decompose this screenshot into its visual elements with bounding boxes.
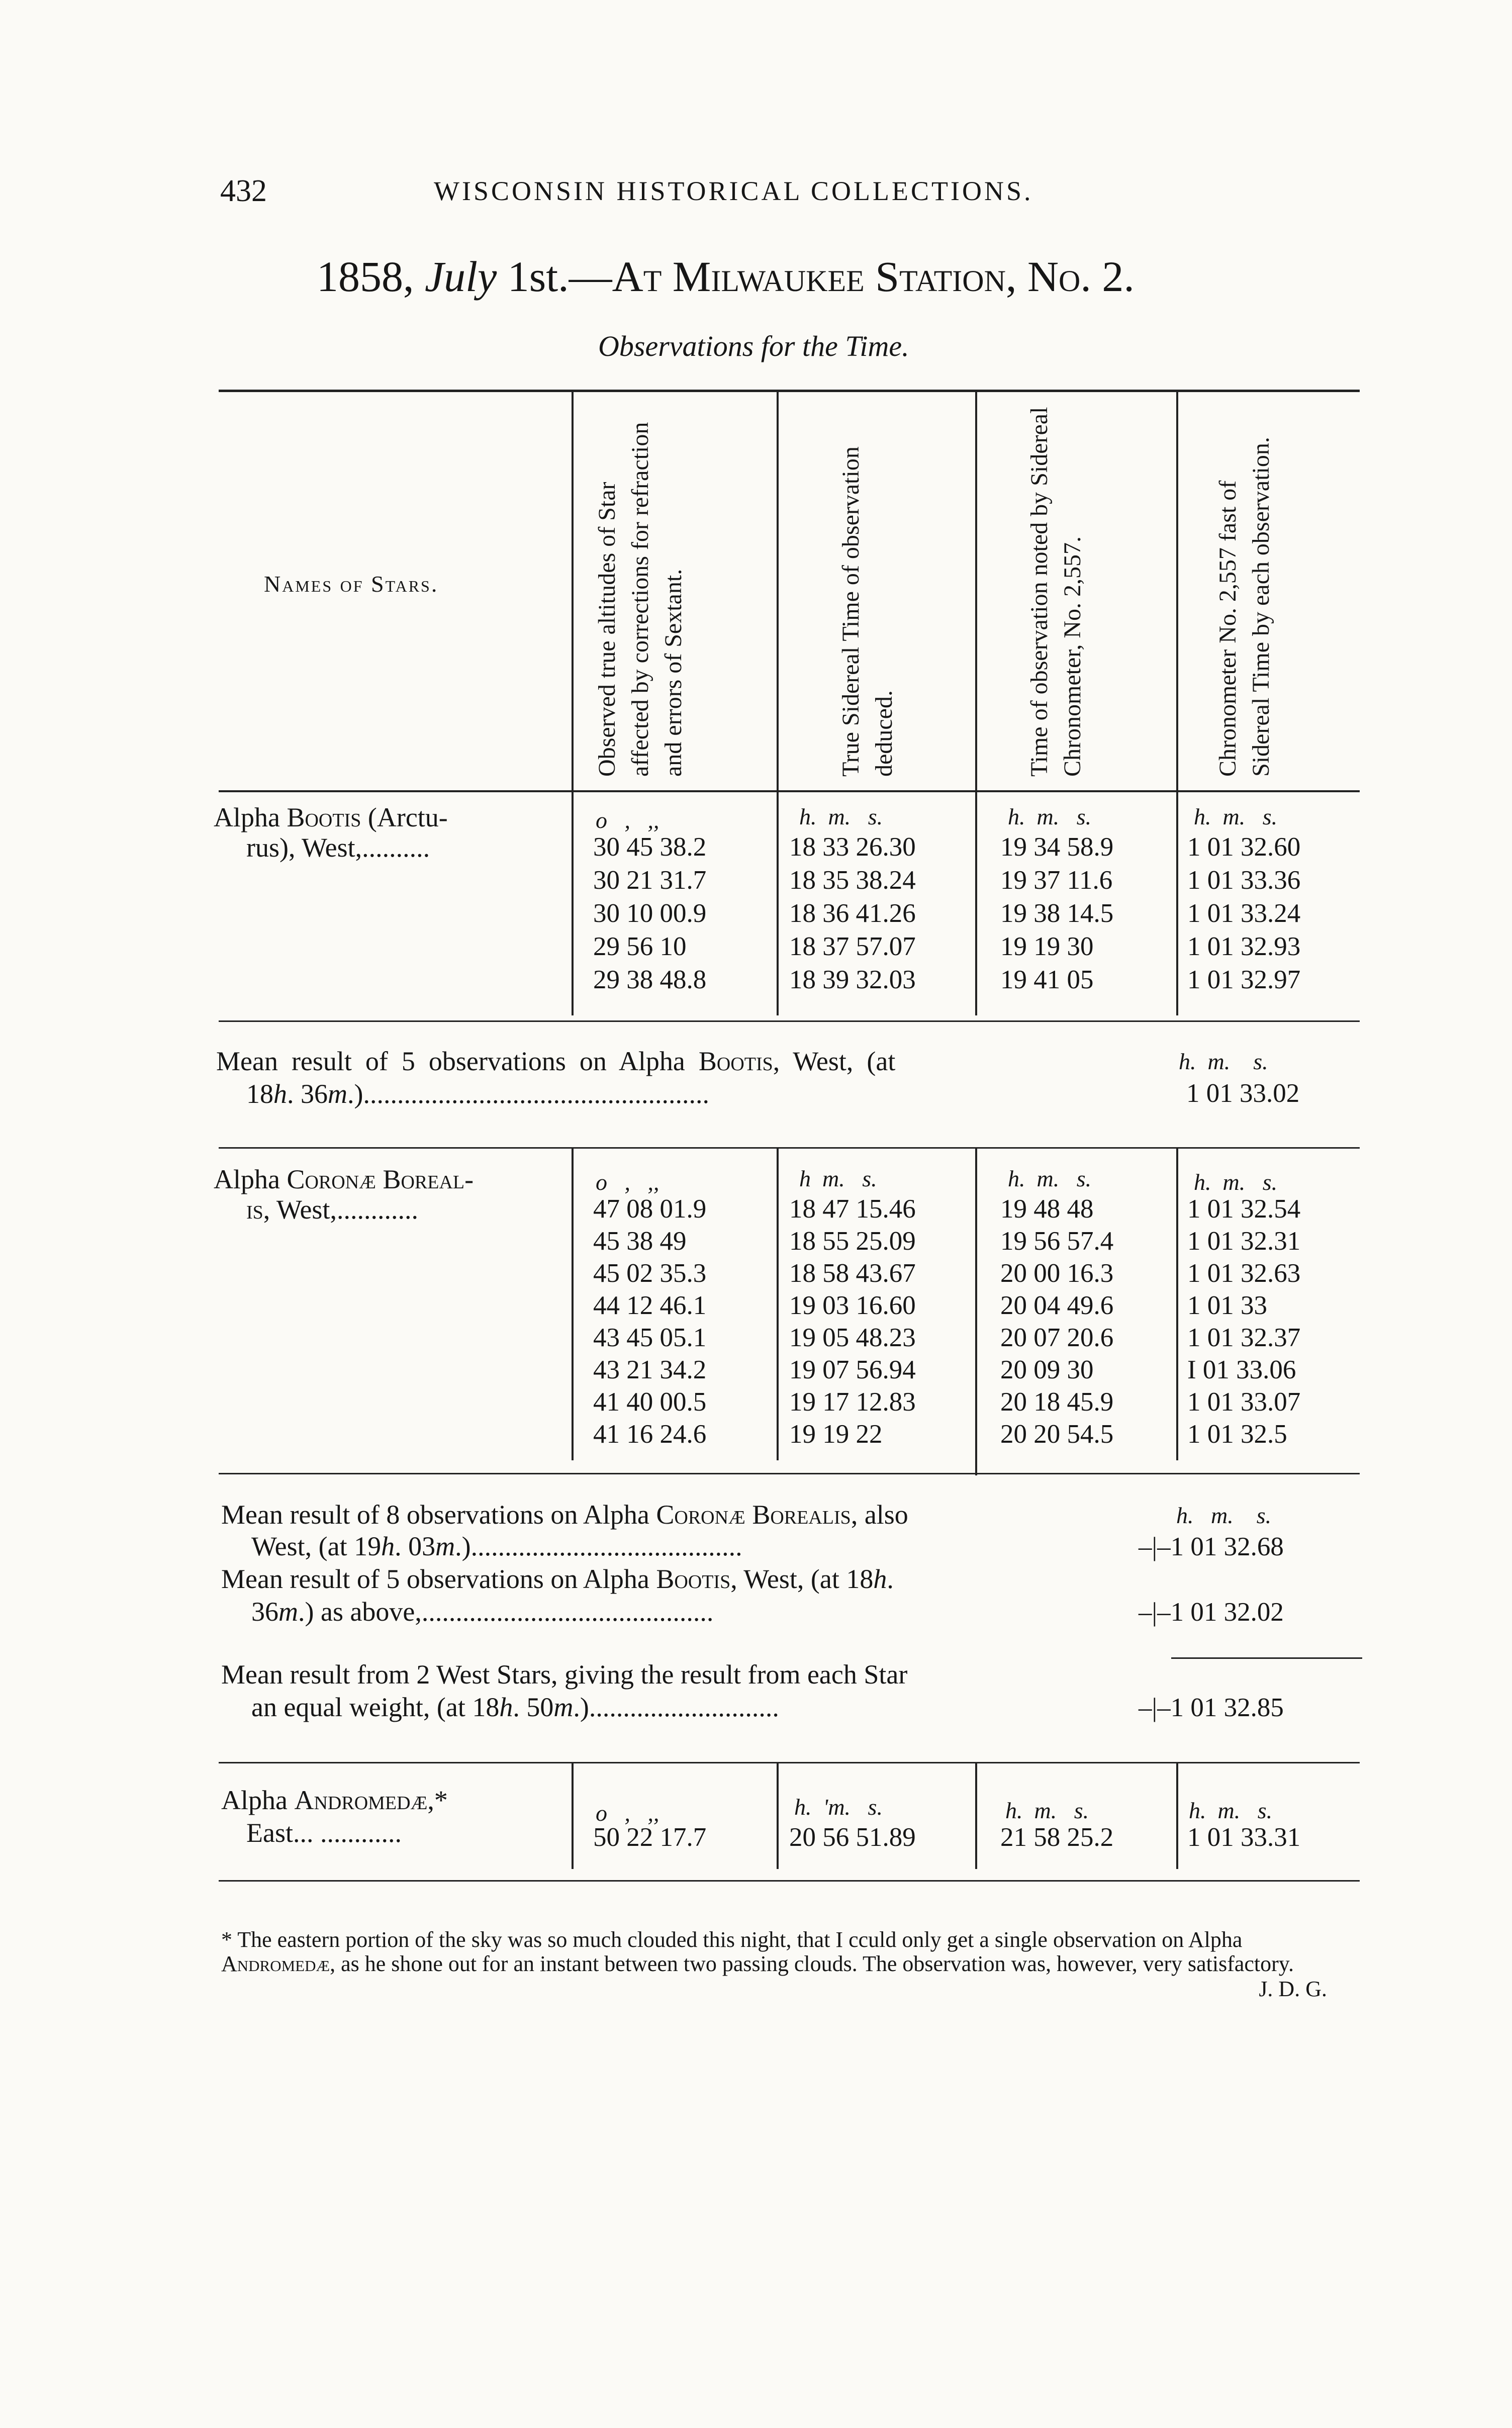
chronometer-value: 19 48 48 [1000, 1194, 1094, 1224]
table-top-rule [219, 390, 1360, 392]
column-header-sidereal: True Sidereal Time of observation deduced. [837, 446, 897, 777]
summary-line5: Mean result from 2 West Stars, giving the result from each Star [221, 1659, 908, 1690]
sidereal-value: 18 36 41.26 [789, 899, 916, 928]
block-rule [219, 1880, 1360, 1882]
hms-unit: h. m. s. [1005, 1798, 1089, 1823]
title-day: 1st. [507, 252, 569, 301]
mean-line2: 18h. 36m.)................................................... [246, 1079, 709, 1109]
sidereal-value: 18 33 26.30 [789, 832, 916, 862]
fast-value: 1 01 32.93 [1187, 932, 1301, 961]
sidereal-value: 18 55 25.09 [789, 1227, 916, 1256]
star-name-line1: Alpha Andromedæ,* [221, 1785, 448, 1815]
summary-line3: Mean result of 5 observations on Alpha Bootis, West, (at 18h. [221, 1564, 894, 1594]
title-month: July [425, 252, 497, 301]
title-date: 1858, [317, 252, 414, 301]
column-header-chronometer-time: Time of observation noted by Sidereal Chronometer, No. 2,557. [1026, 407, 1086, 777]
block-rule [219, 1473, 1360, 1474]
summary-line2: West, (at 19h. 03m.)........................................ [251, 1531, 742, 1561]
col-divider [1176, 1763, 1178, 1869]
summary-unit: h. m. s. [1176, 1503, 1272, 1528]
fast-value: 1 01 33.31 [1187, 1823, 1301, 1852]
fast-value: 1 01 33.24 [1187, 899, 1301, 928]
fast-value: 1 01 33.07 [1187, 1387, 1301, 1417]
sidereal-value: 19 05 48.23 [789, 1323, 916, 1352]
sidereal-value: 18 39 32.03 [789, 965, 916, 994]
fast-value: 1 01 32.37 [1187, 1323, 1301, 1352]
chronometer-value: 19 37 11.6 [1000, 866, 1113, 895]
hms-unit: h. m. s. [1008, 1166, 1092, 1191]
degree-unit: o , ,, [596, 807, 659, 833]
chronometer-value: 20 07 20.6 [1000, 1323, 1114, 1352]
footnote-signature: J. D. G. [1259, 1977, 1327, 2001]
hms-unit: h. m. s. [1189, 1798, 1273, 1823]
summary-value: –|–1 01 32.85 [1139, 1693, 1284, 1722]
sidereal-value: 18 47 15.46 [789, 1194, 916, 1224]
star-name-line2: rus), West,.......... [246, 832, 430, 863]
summary-value: –|–1 01 32.02 [1139, 1598, 1284, 1627]
altitude-value: 45 02 35.3 [593, 1259, 707, 1288]
page-header [220, 173, 1361, 214]
summary-line4: 36m.) as above,........................................... [251, 1597, 714, 1627]
sidereal-value: 19 17 12.83 [789, 1387, 916, 1417]
mean-line1: Mean result of 5 observations on Alpha Bootis, West, (at [216, 1046, 896, 1076]
chronometer-value: 19 19 30 [1000, 932, 1094, 961]
chronometer-value: 20 09 30 [1000, 1355, 1094, 1384]
hms-unit: h. m. s. [1194, 804, 1278, 829]
col-divider [1176, 392, 1178, 1015]
altitude-value: 30 45 38.2 [593, 832, 707, 862]
fast-value: 1 01 33.36 [1187, 866, 1301, 895]
fast-value: 1 01 32.97 [1187, 965, 1301, 994]
hms-unit: h m. s. [799, 1166, 877, 1191]
block-rule [219, 1762, 1360, 1763]
mean-unit: h. m. s. [1179, 1049, 1268, 1074]
degree-unit: o , ,, [596, 1169, 659, 1195]
title-station: —At Milwaukee Station, No. 2. [569, 252, 1135, 301]
chronometer-value: 19 34 58.9 [1000, 832, 1114, 862]
col-divider [975, 1149, 977, 1475]
col-divider [1176, 1149, 1178, 1460]
sidereal-value: 18 58 43.67 [789, 1259, 916, 1288]
column-header-chronometer-fast: Chronometer No. 2,557 fast of Sidereal Time by each observation. [1214, 437, 1274, 777]
chronometer-value: 20 18 45.9 [1000, 1387, 1114, 1417]
col-divider [572, 1763, 574, 1869]
sidereal-value: 19 07 56.94 [789, 1355, 916, 1384]
star-name-line2: is, West,............ [246, 1194, 418, 1225]
chronometer-value: 21 58 25.2 [1000, 1823, 1114, 1852]
altitude-value: 47 08 01.9 [593, 1194, 707, 1224]
footnote-text: * The eastern portion of the sky was so much clouded this night, that I cculd only get a single observation on Alpha Andromedæ, as he shone out for an instant between two passing clouds. The observation was, however, very satisfactory. [221, 1927, 1294, 1976]
hms-unit: h. m. s. [799, 804, 883, 829]
star-name-line2: East... ............ [246, 1818, 402, 1848]
summary-line1: Mean result of 8 observations on Alpha Coronæ Borealis, also [221, 1500, 908, 1530]
sidereal-value: 18 37 57.07 [789, 932, 916, 961]
col-divider [777, 1763, 779, 1869]
altitude-value: 30 10 00.9 [593, 899, 707, 928]
block-rule [219, 1020, 1360, 1022]
sidereal-value: 20 56 51.89 [789, 1823, 916, 1852]
summary-value: –|–1 01 32.68 [1139, 1532, 1284, 1561]
altitude-value: 41 40 00.5 [593, 1387, 707, 1417]
altitude-value: 43 21 34.2 [593, 1355, 707, 1384]
fast-value: 1 01 32.63 [1187, 1259, 1301, 1288]
altitude-value: 45 38 49 [593, 1227, 687, 1256]
fast-value: 1 01 32.60 [1187, 832, 1301, 862]
summary-line6: an equal weight, (at 18h. 50m.)............................ [251, 1692, 779, 1722]
subtitle: Observations for the Time. [598, 330, 909, 362]
altitude-value: 43 45 05.1 [593, 1323, 707, 1352]
chronometer-value: 19 41 05 [1000, 965, 1094, 994]
col-divider [975, 1763, 977, 1869]
col-divider [572, 392, 574, 1015]
altitude-value: 50 22 17.7 [593, 1823, 707, 1852]
running-head: WISCONSIN HISTORICAL COLLECTIONS. [434, 176, 1033, 206]
fast-value: I 01 33.06 [1187, 1355, 1296, 1384]
chronometer-value: 19 38 14.5 [1000, 899, 1114, 928]
page-title [317, 251, 1135, 302]
col-divider [777, 392, 779, 1015]
hms-unit: h. m. s. [1008, 804, 1092, 829]
star-name-line1: Alpha Bootis (Arctu- [214, 802, 448, 832]
column-header-altitudes: Observed true altitudes of Star affected by corrections for refraction and errors of Sextant. [594, 422, 687, 777]
col-divider [572, 1149, 574, 1460]
altitude-value: 41 16 24.6 [593, 1420, 707, 1449]
sidereal-value: 19 03 16.60 [789, 1291, 916, 1320]
fast-value: 1 01 33 [1187, 1291, 1267, 1320]
hms-unit: h. m. s. [1194, 1169, 1278, 1195]
altitude-value: 29 38 48.8 [593, 965, 707, 994]
degree-unit: o , ,, [596, 1800, 659, 1826]
chronometer-value: 19 56 57.4 [1000, 1227, 1114, 1256]
block-rule [219, 1147, 1360, 1149]
col-divider [777, 1149, 779, 1460]
sidereal-value: 19 19 22 [789, 1420, 883, 1449]
hms-unit: h. 'm. s. [794, 1794, 883, 1820]
star-name-line1: Alpha Coronæ Boreal- [214, 1164, 474, 1194]
chronometer-value: 20 20 54.5 [1000, 1420, 1114, 1449]
altitude-value: 29 56 10 [593, 932, 687, 961]
col-divider [975, 392, 977, 1015]
altitude-value: 30 21 31.7 [593, 866, 707, 895]
sidereal-value: 18 35 38.24 [789, 866, 916, 895]
footnote [221, 1927, 1357, 2001]
column-header-names: Names of Stars. [264, 571, 439, 597]
summary-rule [1171, 1657, 1362, 1659]
fast-value: 1 01 32.54 [1187, 1194, 1301, 1224]
mean-value: 1 01 33.02 [1186, 1079, 1300, 1108]
page-number: 432 [220, 174, 267, 208]
altitude-value: 44 12 46.1 [593, 1291, 707, 1320]
fast-value: 1 01 32.31 [1187, 1227, 1301, 1256]
table-header-rule [219, 790, 1360, 792]
chronometer-value: 20 00 16.3 [1000, 1259, 1114, 1288]
fast-value: 1 01 32.5 [1187, 1420, 1287, 1449]
chronometer-value: 20 04 49.6 [1000, 1291, 1114, 1320]
